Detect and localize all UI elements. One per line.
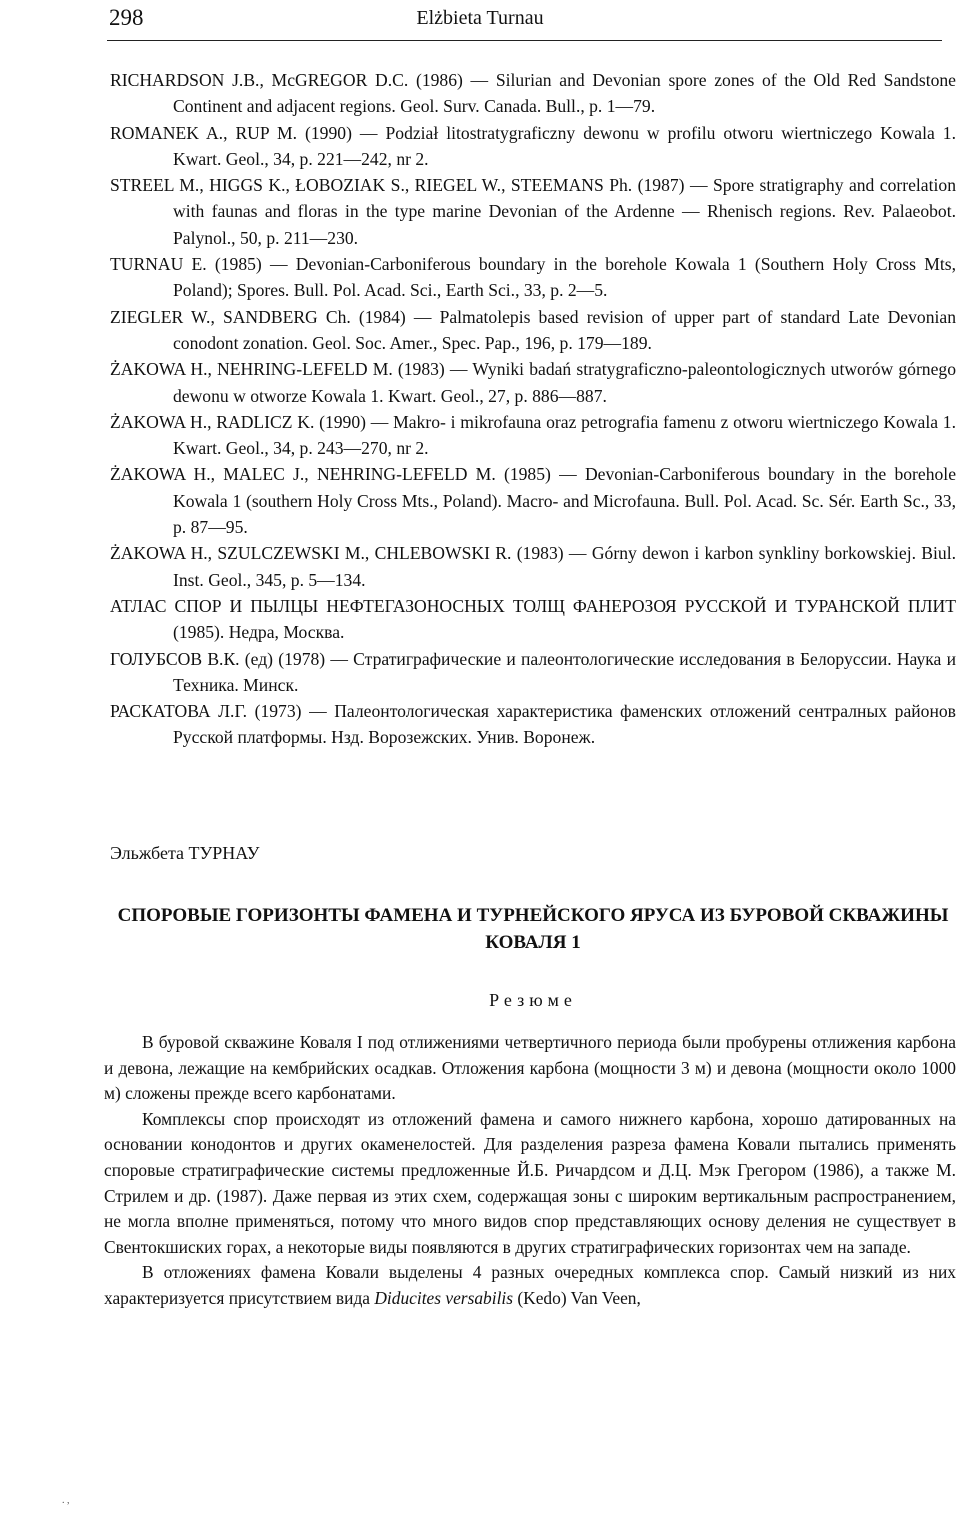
reference-item: ŻAKOWA H., SZULCZEWSKI M., CHLEBOWSKI R. (1983) — Górny dewon i karbon synkliny borkowskiej. Biul. Inst. Geol., 345, p. 5—134. [110,543,956,590]
reference-item: ГОЛУБСОВ В.К. (ед) (1978) — Стратиграфические и палеонтологические исследования в Белоруссии. Наука и Техника. Минск. [110,648,956,695]
reference-item: ROMANEK A., RUP M. (1990) — Podział litostratygraficzny dewonu w profilu otworu wiertniczego Kowala 1. Kwart. Geol., 34, p. 221—242, nr 2. [110,122,956,169]
reference-item: RICHARDSON J.B., McGREGOR D.C. (1986) — Silurian and Devonian spore zones of the Old Red Sandstone Continent and adjacent regions. Geol. Surv. Canada. Bull., p. 1—79. [110,70,956,117]
reference-item: ŻAKOWA H., MALEC J., NEHRING-LEFELD M. (1985) — Devonian-Carboniferous boundary in the borehole Kowala 1 (southern Holy Cross Mts., Poland). Macro- and Microfauna. Bull. Pol. Acad. Sc. Sér. Earth Sc., 33, p. 87—95. [110,464,956,538]
reference-item: ŻAKOWA H., RADLICZ K. (1990) — Makro- i mikrofauna oraz petrografia famenu z otworu wiertniczego Kowala 1. Kwart. Geol., 34, p. 243—270, nr 2. [110,411,956,459]
reference-list [110,67,956,751]
summary-title: СПОРОВЫЕ ГОРИЗОНТЫ ФАМЕНА И ТУРНЕЙСКОГО ЯРУСА ИЗ БУРОВОЙ СКВАЖИНЫ КОВАЛЯ 1 [117,905,949,953]
reference-item: АТЛАС СПОР И ПЫЛЦЫ НЕФТЕГАЗОНОСНЫХ ТОЛЩ ФАНЕРОЗОЯ РУССКОЙ И ТУРАНСКОЙ ПЛИТ (1985). Недра, Москва. [110,595,956,643]
reference-item: ZIEGLER W., SANDBERG Ch. (1984) — Palmatolepis based revision of upper part of standard Late Devonian conodont zonation. Geol. Soc. Amer., Spec. Pap., 196, p. 179—189. [110,306,956,353]
page-number: 298 [109,5,144,30]
summary-paragraph: Комплексы спор происходят из отложений фамена и самого нижнего карбона, хорошо датированных на основании конодонтов и других окаменелостей. Для разделения разреза фамена Ковали пытались применять споровые стратиграфические системы предложенные Й.Б. Ричардсом и Д.Ц. Мэк Грегором (1986), а также М. Стрилем и др. (1987). Даже первая из этих схем, содержащая зоны с широким вертикальным распространением, не могла вполне применяться, потому что много видов спор представляющих основу деления не существует в Свентокшиских горах, а некоторые виды появляются в других стратиграфических горизонтах чем на западе. [104,1108,956,1257]
summary-body [104,1030,956,1312]
summary-author: Эльжбета ТУРНАУ [110,843,260,863]
running-head: Elżbieta Turnau [416,7,544,29]
species-author: (Kedo) Van Veen, [517,1287,641,1308]
reference-item: ŻAKOWA H., NEHRING-LEFELD M. (1983) — Wyniki badań stratygraficzno-paleontologicznych utworów górnego dewonu w otworze Kowala 1. Kwart. Geol., 27, p. 886—887. [110,359,956,406]
summary-heading: Резюме [489,990,577,1010]
species-name: Diducites versabilis [374,1287,513,1308]
reference-item: TURNAU E. (1985) — Devonian-Carboniferous boundary in the borehole Kowala 1 (Southern Holy Cross Mts, Poland); Spores. Bull. Pol. Acad. Sci., Earth Sci., 33, p. 2—5. [110,254,956,301]
reference-item: STREEL M., HIGGS K., ŁOBOZIAK S., RIEGEL W., STEEMANS Ph. (1987) — Spore stratigraphy and correlation with faunas and floras in the type marine Devonian of the Ardenne — Rhenisch regions. Rev. Palaeobot. Palynol., 50, p. 211—230. [110,175,956,248]
page-header [0,0,960,46]
reference-item: РАСКАТОВА Л.Г. (1973) — Палеонтологическая характеристика фаменских отложений сентралных районов Русской платформы. Нзд. Ворозежских. Унив. Воронеж. [110,701,956,748]
summary-paragraph: В буровой скважине Коваля I под отлижениями четвертичного периода были пробурены отлижения карбона и девона, лежащие на кембрийских осадкав. Отложения карбона (мощности 3 м) и девона (мощности около 1000 м) сложены прежде всего карбонатами. [104,1032,956,1104]
summary-paragraph-text: В отложениях фамена Ковали выделены 4 разных очередных комплекса спор. Самый низкий из них характеризуется присутствием вида [104,1262,956,1308]
header-rule [107,40,942,41]
footer-marks: . , [62,1495,70,1506]
summary-paragraph [104,1260,956,1311]
